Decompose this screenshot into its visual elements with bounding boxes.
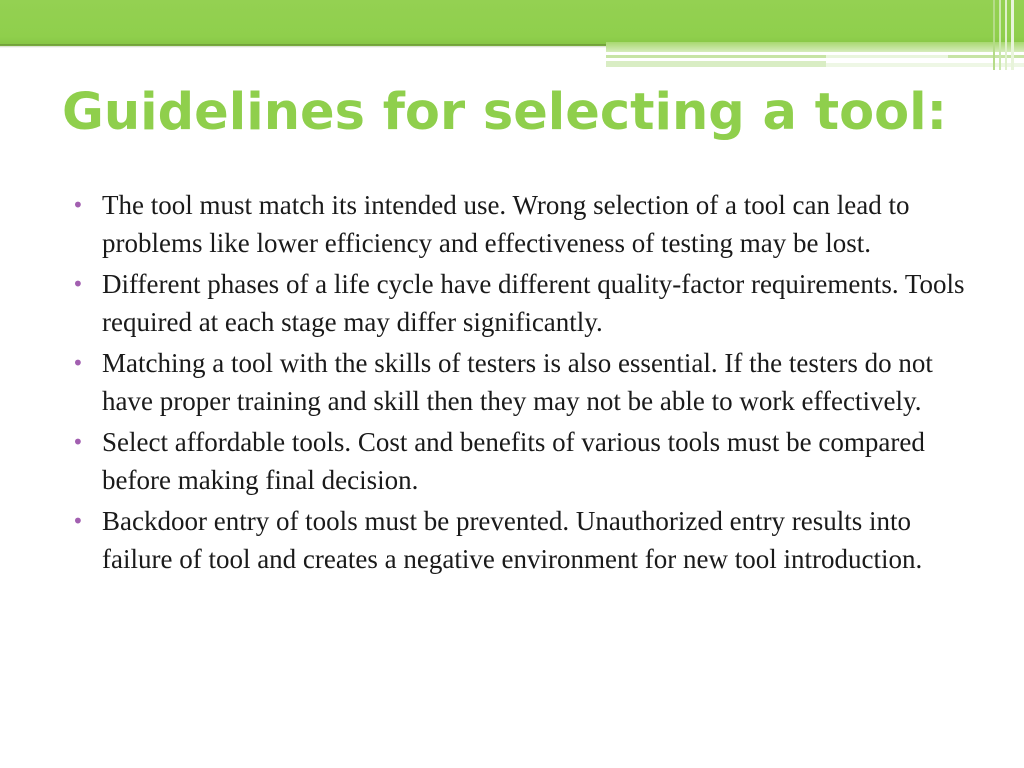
header-decoration-stripe <box>1005 0 1007 70</box>
bullet-icon: • <box>72 272 84 296</box>
slide-title: Guidelines for selecting a tool: <box>62 83 948 142</box>
bullet-text: The tool must match its intended use. Wrong selection of a tool can lead to problems like lower efficiency and effectiveness of testing may be lost. <box>102 190 910 258</box>
header-decoration-stripe <box>993 0 995 70</box>
bullet-text: Select affordable tools. Cost and benefits of various tools must be compared before making final decision. <box>102 427 925 495</box>
bullet-item <box>72 424 972 499</box>
header-decoration-line <box>606 61 826 67</box>
bullet-icon: • <box>72 430 84 454</box>
bullet-item <box>72 503 972 578</box>
bullet-item <box>72 187 972 262</box>
bullet-item <box>72 345 972 420</box>
bullet-icon: • <box>72 193 84 217</box>
bullet-list <box>72 187 972 582</box>
header-decoration-step <box>606 42 1024 52</box>
bullet-icon: • <box>72 509 84 533</box>
bullet-icon: • <box>72 351 84 375</box>
header-decoration-stripe <box>999 0 1001 70</box>
header-decoration-line <box>606 55 1024 58</box>
bullet-text: Matching a tool with the skills of testers is also essential. If the testers do not have proper training and skill then they may not be able to work effectively. <box>102 348 933 416</box>
header-decoration-band <box>0 0 1024 46</box>
bullet-text: Different phases of a life cycle have different quality-factor requirements. Tools required at each stage may differ significantly. <box>102 269 965 337</box>
header-decoration-stripe <box>1011 0 1014 70</box>
bullet-text: Backdoor entry of tools must be prevented. Unauthorized entry results into failure of tool and creates a negative environment for new tool introduction. <box>102 506 923 574</box>
bullet-item <box>72 266 972 341</box>
header-decoration-line <box>826 55 948 58</box>
